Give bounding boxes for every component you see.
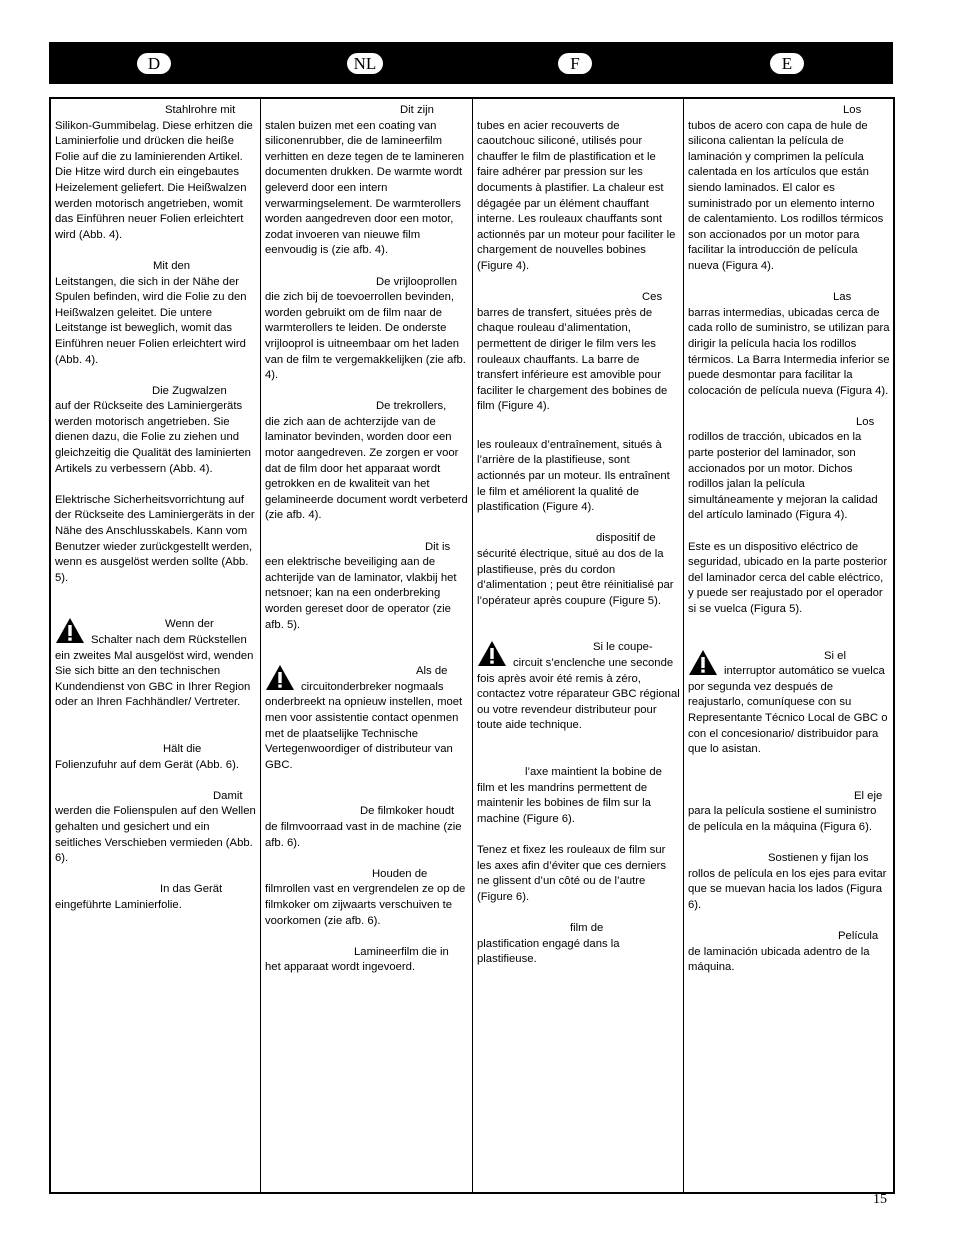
paragraph-circuit-breaker: Dit is een elektrische beveiliging aan de achterijde van de laminator, vlakbij het netsnoer; kan na een onderbreking worden gereset door de operator (zie afb. 5). [265, 540, 457, 631]
warning-icon [55, 617, 85, 645]
paragraph-film-web: Película de laminación ubicada adentro de la máquina. [688, 930, 879, 974]
language-tab-nl: NL [347, 53, 383, 74]
warning-icon [688, 649, 718, 677]
language-tab-es: E [770, 53, 804, 74]
warning-block: Als de circuitonderbreker nogmaals onderbreekt na opnieuw instellen, moet men voor assistentie contact openmen met de plaatselijke Technische Vertegenwoordiger of distributeur van GBC. [265, 665, 463, 771]
paragraph-film-shaft: El eje para la película sostiene el suministro de película en la máquina (Figura 6). [688, 789, 883, 833]
paragraph-film-chucks: Sostienen y fijan los rollos de película en los ejes para evitar que se muevan hacia los lados (Figura 6). [688, 852, 887, 911]
page-number: 15 [873, 1192, 887, 1207]
paragraph-heat-rollers: Dit zijn stalen buizen met een coating van siliconenrubber, die de lamineerfilm verhitten en deze tegen de te lamineren documenten drukken. De warmte wordt geleverd door een intern verwarmingselement. De warmterollers worden aangedreven door een motor, zodat invoeren van nieuwe film eenvoudig is (zie afb. 4). [265, 104, 465, 257]
paragraph-idler-bars: Mit den Leitstangen, die sich in der Nähe der Spulen befinden, wird die Folie zu den Heißwalzen geleitet. Die untere Leitstange ist beweglich, womit das Einführen neuer Folien erleichtert wird (Abb. 4). [55, 259, 247, 366]
warning-block: Si le coupe- circuit s’enclenche une seconde fois après avoir été remis à zéro, contactez votre réparateur GBC régional ou votre revendeur distributeur pour toute aide technique. [477, 641, 680, 732]
paragraph-circuit-breaker: Este es un dispositivo eléctrico de seguridad, ubicado en la parte posterior del laminador cerca del cable eléctrico, y puede ser reajustado por el operador si se vuelca (Figura 5). [688, 540, 888, 615]
paragraph-pull-rollers: les rouleaux d’entraînement, situés à l’arrière de la plastifieuse, sont actionnés par un moteur. Ils entraînent le film et améliorent la qualité de plastification (Figure 4). [477, 438, 670, 514]
language-tab-fr: F [558, 53, 592, 74]
warning-block: Si el interruptor automático se vuelca por segunda vez después de reajustarlo, comuníquese con su Representante Técnico Local de GBC o con el concesionario/ distribuidor para que lo asistan. [688, 649, 888, 756]
column-french [472, 99, 684, 1192]
paragraph-circuit-breaker: Elektrische Sicherheitsvorrichtung auf der Rückseite des Laminiergeräts in der Nähe des Anschlusskabels. Kann vom Benutzer wieder zurückgestellt werden, wenn es ausgelöst werden sollte (Abb. 5). [55, 493, 255, 584]
paragraph-idler-bars: Las barras intermedias, ubicadas cerca de cada rollo de suministro, se utilizan para dirigir la película hacia los rodillos térmicos. La Barra Intermedia inferior se puede desmontar para facilitar la colocación de película nueva (Figura 4). [688, 291, 890, 397]
paragraph-film-web: In das Gerät eingeführte Laminierfolie. [55, 883, 223, 911]
paragraph-film-shaft: Hält die Folienzufuhr auf dem Gerät (Abb. 6). [55, 742, 239, 771]
column-german [51, 99, 260, 1192]
paragraph-film-chucks: Tenez et fixez les rouleaux de film sur les axes afin d’éviter que ces derniers ne glissent d’un côté ou de l’autre (Figure 6). [477, 843, 667, 903]
paragraph-film-shaft: l’axe maintient la bobine de film et les mandrins permettent de maintenir les bobines de film sur la machine (Figure 6). [477, 765, 662, 825]
paragraph-idler-bars: De vrijlooprollen die zich bij de toevoerrollen bevinden, worden gebruikt om de film naar de warmterollers te leiden. De onderste vrijlooprol is uitneembaar om het laden van de film te vergemakkelijken (zie afb. 4). [265, 275, 466, 382]
paragraph-heat-rollers: tubes en acier recouverts de caoutchouc siliconé, utilisés pour chauffer le film de plastification et le faire adhérer par pression sur les documents à plastifier. La chaleur est dégagée par un élément chauffant interne. Les rouleaux chauffants sont actionnés par un moteur pour faciliter le chargement de nouvelles bobines (Figure 4). [477, 119, 676, 272]
content-frame [49, 97, 895, 1194]
column-dutch [260, 99, 472, 1192]
column-spanish [683, 99, 894, 1192]
paragraph-film-chucks: Damit werden die Folienspulen auf den Wellen gehalten und gesichert und ein seitliches Verschieben vermieden (Abb. 6). [55, 789, 256, 865]
paragraph-film-shaft: De filmkoker houdt de filmvoorraad vast in de machine (zie afb. 6). [265, 805, 462, 849]
warning-icon [477, 640, 507, 668]
warning-block: Wenn der Schalter nach dem Rückstellen ein zweites Mal ausgelöst wird, wenden Sie sich bitte an den technischen Kundendienst von GBC in Ihrer Region oder an Ihren Fachhändler/ Vertreter. [55, 618, 254, 709]
paragraph-pull-rollers: De trekrollers, die zich aan de achterzijde van de laminator bevinden, worden door een motor aangedreven. Ze zorgen er voor dat de film door het apparaat wordt getrokken en de kwaliteit van het gelamineerde document wordt verbeterd (zie afb. 4). [265, 400, 468, 522]
warning-icon [265, 664, 295, 692]
paragraph-film-web: film de plastification engagé dans la plastifieuse. [477, 921, 620, 966]
paragraph-idler-bars: Ces barres de transfert, situées près de chaque rouleau d’alimentation, permettent de diriger le film vers les rouleaux chauffants. La barre de transfert inférieure est amovible pour faciliter le chargement des bobines de film (Figure 4). [477, 291, 668, 413]
language-header-bar [49, 42, 893, 84]
paragraph-pull-rollers: Die Zugwalzen auf der Rückseite des Laminiergeräts werden motorisch angetrieben. Sie dienen dazu, die Folie zu ziehen und gleichzeitig die Qualität des laminierten Artikels zu verbessern (Abb. 4). [55, 384, 251, 475]
language-tab-de: D [137, 53, 171, 74]
paragraph-heat-rollers: Los tubos de acero con capa de hule de silicona calientan la película de laminación y comprimen la película calentada en los artículos que están siendo laminados. El calor es suministrado por un elemento interno de calentamiento. Los rodillos térmicos son accionados por un motor para facilitar la introducción de película nueva (Figura 4). [688, 104, 884, 272]
paragraph-film-web: Lamineerfilm die in het apparaat wordt ingevoerd. [265, 945, 449, 974]
paragraph-circuit-breaker: dispositif de sécurité électrique, situé au dos de la plastifieuse, près du cordon d’alimentation ; peut être réinitialisé par l’opérateur après coupure (Figure 5). [477, 532, 674, 607]
paragraph-pull-rollers: Los rodillos de tracción, ubicados en la parte posterior del laminador, son accionados por un motor. Dichos rodillos jalan la película simultáneamente y mejoran la calidad del artículo laminado (Figura 4). [688, 415, 878, 522]
paragraph-heat-rollers: Stahlrohre mit Silikon-Gummibelag. Diese erhitzen die Laminierfolie und drücken die heiße Folie auf die zu laminierenden Artikel. Die Hitze wird durch ein eingebautes Heizelement geliefert. Die Heißwalzen werden motorisch angetrieben, womit das Einführen neuer Folien erleichtert wird (Abb. 4). [55, 104, 253, 241]
paragraph-film-chucks: Houden de filmrollen vast en vergrendelen ze op de filmkoker om zijwaarts verschuiven te voorkomen (zie afb. 6). [265, 867, 466, 927]
